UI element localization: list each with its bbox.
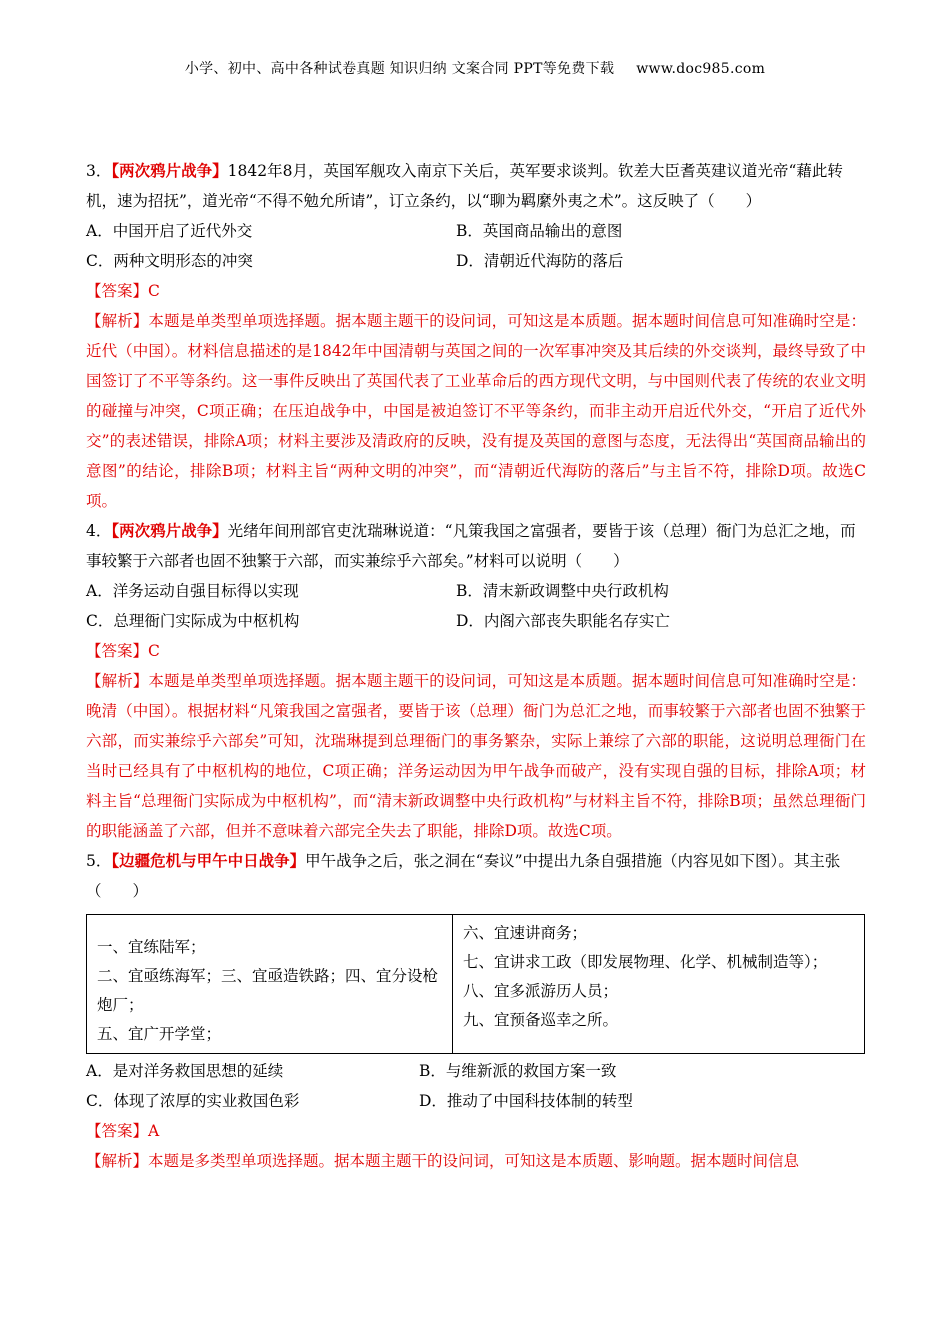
measures-right-cell: [453, 915, 865, 1054]
measure-item: 二、宜亟练海军；三、宜亟造铁路；四、宜分设枪炮厂；: [97, 967, 439, 1014]
question-5: [86, 846, 866, 906]
analysis-3: [86, 306, 866, 516]
option-d: D．内阁六部丧失职能名存实亡: [456, 612, 670, 630]
question-number: 5．: [86, 852, 112, 870]
analysis-label: 【解析】: [86, 672, 149, 690]
question-tag: 【边疆危机与甲午中日战争】: [111, 851, 306, 870]
question-4: [86, 516, 866, 576]
header-text: 小学、初中、高中各种试卷真题 知识归纳 文案合同 PPT等免费下载: [184, 61, 615, 77]
option-b: B．与维新派的救国方案一致: [419, 1062, 617, 1080]
answer-label: 【答案】: [86, 1122, 149, 1140]
question-number: 4．: [86, 522, 112, 540]
question-tag: 【两次鸦片战争】: [111, 521, 228, 540]
option-b: B．英国商品输出的意图: [456, 222, 623, 240]
measures-left-cell: [87, 915, 453, 1054]
answer-4: [86, 636, 866, 666]
measure-item: 五、宜广开学堂；: [97, 1025, 222, 1043]
question-number: 3．: [86, 162, 112, 180]
answer-label: 【答案】: [86, 642, 149, 660]
answer-label: 【答案】: [86, 282, 149, 300]
question-3: [86, 156, 866, 216]
option-d: D．清朝近代海防的落后: [456, 252, 624, 270]
options-4: [86, 576, 866, 636]
page-header: [0, 58, 950, 78]
measure-item: 六、宜速讲商务；: [463, 924, 588, 942]
option-d: D．推动了中国科技体制的转型: [419, 1092, 633, 1110]
analysis-label: 【解析】: [86, 312, 149, 330]
answer-3: [86, 276, 866, 306]
measure-item: 九、宜预备巡幸之所。: [463, 1011, 619, 1029]
option-c: C．体现了浓厚的实业救国色彩: [86, 1092, 300, 1110]
answer-value: C: [148, 282, 160, 300]
answer-value: C: [148, 642, 160, 660]
analysis-text: 本题是单类型单项选择题。据本题主题干的设问词，可知这是本质题。据本题时间信息可知准确时空是：晚清（中国）。根据材料“凡策我国之富强者，要皆于该（总理）衙门为总汇之地，而事较繁于六部者也固不独繁于六部，而实兼综乎六部矣”可知，沈瑞琳提到总理衙门的事务繁杂，实际上兼综了六部的职能，这说明总理衙门在当时已经具有了中枢机构的地位，C项正确；洋务运动因为甲午战争而破产，没有实现自强的目标，排除A项；材料主旨“总理衙门实际成为中枢机构”，而“清末新政调整中央行政机构”与材料主旨不符，排除B项；虽然总理衙门的职能涵盖了六部，但并不意味着六部完全失去了职能，排除D项。故选C项。: [86, 672, 866, 840]
analysis-4: [86, 666, 866, 846]
measures-table: [86, 914, 865, 1054]
header-site-link[interactable]: www.doc985.com: [636, 61, 766, 77]
options-5: [86, 1056, 866, 1116]
option-a: A．洋务运动自强目标得以实现: [86, 582, 299, 600]
analysis-label: 【解析】: [86, 1152, 149, 1170]
question-tag: 【两次鸦片战争】: [111, 161, 228, 180]
question-stem: 1842年8月，英国军舰攻入南京下关后，英军要求谈判。钦差大臣耆英建议道光帝“藉此转机，速为招抚”，道光帝“不得不勉允所请”，订立条约，以“聊为羁縻外夷之术”。这反映了（ ）: [86, 162, 843, 210]
option-c: C．总理衙门实际成为中枢机构: [86, 612, 300, 630]
question-stem: 甲午战争之后，张之洞在“奏议”中提出九条自强措施（内容见如下图）。其主张（ ）: [86, 852, 841, 900]
measure-item: 八、宜多派游历人员；: [463, 982, 619, 1000]
options-3: [86, 216, 866, 276]
measure-item: 一、宜练陆军；: [97, 938, 206, 956]
option-b: B．清末新政调整中央行政机构: [456, 582, 669, 600]
option-a: A．是对洋务救国思想的延续: [86, 1062, 284, 1080]
option-c: C．两种文明形态的冲突: [86, 252, 253, 270]
question-stem: 光绪年间刑部官吏沈瑞琳说道：“凡策我国之富强者，要皆于该（总理）衙门为总汇之地，而事较繁于六部者也固不独繁于六部，而实兼综乎六部矣。”材料可以说明（ ）: [86, 522, 856, 570]
option-a: A．中国开启了近代外交: [86, 222, 253, 240]
measure-item: 七、宜讲求工政（即发展物理、化学、机械制造等）；: [463, 953, 828, 971]
analysis-text: 本题是单类型单项选择题。据本题主题干的设问词，可知这是本质题。据本题时间信息可知准确时空是：近代（中国）。材料信息描述的是1842年中国清朝与英国之间的一次军事冲突及其后续的外交谈判，最终导致了中国签订了不平等条约。这一事件反映出了英国代表了工业革命后的西方现代文明，与中国则代表了传统的农业文明的碰撞与冲突，C项正确；在压迫战争中，中国是被迫签订不平等条约，而非主动开启近代外交，“开启了近代外交”的表述错误，排除A项；材料主要涉及清政府的反映，没有提及英国的意图与态度，无法得出“英国商品输出的意图”的结论，排除B项；材料主旨“两种文明的冲突”，而“清朝近代海防的落后”与主旨不符，排除D项。故选C项。: [86, 312, 866, 510]
analysis-5: [86, 1146, 866, 1176]
answer-value: A: [148, 1122, 160, 1140]
answer-5: [86, 1116, 866, 1146]
content: [86, 156, 866, 1176]
analysis-text: 本题是多类型单项选择题。据本题主题干的设问词，可知这是本质题、影响题。据本题时间信息: [148, 1152, 800, 1170]
